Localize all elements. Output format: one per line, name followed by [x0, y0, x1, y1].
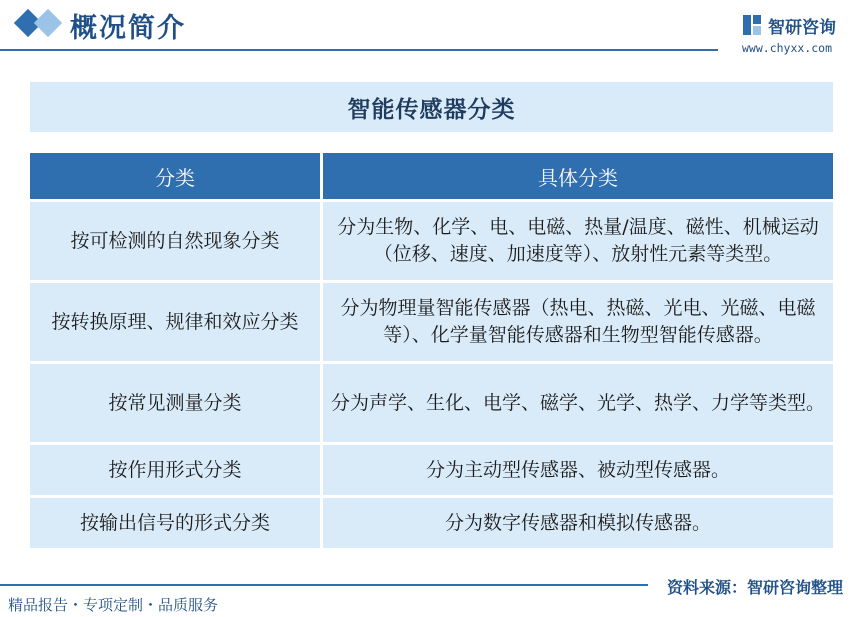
table-title: 智能传感器分类 [347, 96, 516, 123]
category-cell: 按转换原理、规律和效应分类 [30, 283, 323, 361]
brand-logo-icon [742, 14, 762, 36]
brand [742, 10, 857, 58]
category-cell: 按输出信号的形式分类 [30, 498, 323, 548]
detail-cell: 分为声学、生化、电学、磁学、光学、热学、力学等类型。 [323, 364, 833, 442]
header-divider [0, 49, 718, 51]
footer-slogan: 精品报告・专项定制・品质服务 [8, 596, 219, 614]
category-cell: 按作用形式分类 [30, 445, 323, 495]
footer-divider [0, 584, 648, 586]
column-header-category: 分类 [30, 153, 323, 199]
table-title-band [30, 82, 833, 132]
brand-name: 智研咨询 [768, 18, 836, 38]
diamond-logo-icon [12, 8, 60, 38]
brand-url: www.chyxx.com [742, 41, 833, 55]
classification-table [30, 150, 833, 551]
category-cell: 按常见测量分类 [30, 364, 323, 442]
table-header-row [30, 153, 833, 199]
table-row [30, 283, 833, 361]
header [0, 0, 865, 60]
table-row [30, 498, 833, 548]
page-title: 概况简介 [70, 13, 186, 44]
detail-cell: 分为生物、化学、电、电磁、热量/温度、磁性、机械运动（位移、速度、加速度等）、放射性元素等类型。 [323, 202, 833, 280]
table-row [30, 445, 833, 495]
table-row [30, 202, 833, 280]
source-note: 资料来源：智研咨询整理 [667, 578, 844, 597]
column-header-detail: 具体分类 [323, 153, 833, 199]
detail-cell: 分为物理量智能传感器（热电、热磁、光电、光磁、电磁等）、化学量智能传感器和生物型智能传感器。 [323, 283, 833, 361]
table-row [30, 364, 833, 442]
detail-cell: 分为主动型传感器、被动型传感器。 [323, 445, 833, 495]
detail-cell: 分为数字传感器和模拟传感器。 [323, 498, 833, 548]
category-cell: 按可检测的自然现象分类 [30, 202, 323, 280]
